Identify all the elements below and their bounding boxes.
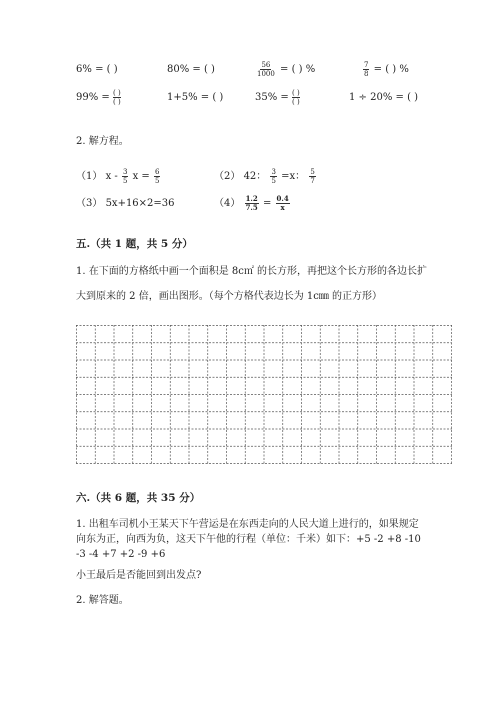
blank-80percent	[167, 60, 215, 79]
expr-text: 80%	[167, 64, 190, 75]
denominator: 5	[155, 177, 160, 185]
blank-7-over-8	[362, 60, 409, 79]
equation-text: x =	[132, 171, 150, 182]
denominator: 7.5	[245, 203, 258, 212]
equation-label: （3）	[76, 198, 103, 209]
section-5-title: 五.（共 1 题，共 5 分）	[76, 238, 193, 250]
equals: =	[101, 92, 110, 103]
expr-text: 1 ÷ 20%	[349, 92, 393, 103]
denominator: x	[280, 203, 285, 212]
numerator: 5	[310, 168, 315, 176]
equation-label: （4）	[214, 198, 241, 209]
numerator: 7	[364, 61, 369, 69]
fraction	[256, 61, 276, 78]
equation-label: （2）	[214, 171, 241, 182]
blank-1-plus-5percent	[167, 88, 223, 107]
denominator-blank[interactable]: ( )	[292, 98, 300, 106]
numerator: 3	[271, 168, 276, 176]
section-6-question-2: 2. 解答题。	[76, 595, 129, 606]
denominator: 8	[364, 70, 369, 78]
fraction	[154, 168, 160, 185]
answer-blank[interactable]: = ( )	[200, 92, 224, 103]
answer-blank[interactable]: = ( )	[395, 92, 419, 103]
equals: =	[262, 198, 272, 209]
blank-35percent	[255, 88, 300, 107]
fraction	[245, 195, 259, 212]
denominator: 5	[122, 177, 128, 185]
numerator-blank[interactable]: ( )	[113, 89, 121, 97]
expr-text: 35%	[255, 92, 278, 103]
equation-text: 42：	[243, 171, 267, 182]
equals: =	[280, 92, 289, 103]
expr-text: 99%	[76, 92, 99, 103]
expr-text: 1+5%	[167, 92, 198, 103]
answer-blank[interactable]: = ( )	[95, 64, 118, 75]
equation-text: 5x+16×2=36	[105, 198, 175, 209]
equation-3	[76, 194, 175, 213]
equation-2	[214, 167, 317, 186]
numerator: 56	[261, 61, 271, 69]
equation-4	[214, 194, 291, 213]
section-6-line-3: -3 -4 +7 +2 -9 +6	[76, 549, 166, 560]
section-6-line-2: 向东为正，向西为负，这天下午他的行程（单位：千米）如下：+5 -2 +8 -10	[76, 534, 421, 545]
equation-text: x -	[105, 171, 118, 182]
fraction	[270, 168, 276, 185]
fraction-blank[interactable]	[292, 89, 300, 106]
numerator: 1.2	[245, 194, 258, 203]
numerator: 0.4	[276, 194, 289, 203]
numerator: 3	[122, 168, 128, 176]
section-6-line-4: 小王最后是否能回到出发点?	[76, 570, 202, 581]
answer-blank[interactable]: = ( )	[192, 64, 215, 75]
section-5-line-2: 大到原来的 2 倍，画出图形。（每个方格代表边长为 1c㎜ 的正方形）	[76, 291, 383, 302]
denominator: 1000	[257, 70, 275, 78]
question-2-title: 2. 解方程。	[76, 136, 129, 147]
blank-99percent	[76, 88, 121, 107]
numerator: 6	[155, 168, 160, 176]
denominator-blank[interactable]: ( )	[113, 98, 121, 106]
equation-label: （1）	[76, 171, 103, 182]
denominator: 5	[271, 177, 276, 185]
answer-blank[interactable]: = ( ) %	[280, 64, 316, 75]
section-6-title: 六.（共 6 题，共 35 分）	[76, 492, 201, 504]
blank-1-div-20percent	[349, 88, 418, 107]
expr-text: 6%	[76, 64, 92, 75]
fraction	[122, 168, 128, 185]
grid-paper[interactable]	[76, 325, 452, 464]
numerator-blank[interactable]: ( )	[292, 89, 300, 97]
section-6-line-1: 1. 出租车司机小王某天下午营运是在东西走向的人民大道上进行的，如果规定	[76, 519, 419, 530]
section-5-line-1: 1. 在下面的方格纸中画一个面积是 8c㎡ 的长方形，再把这个长方形的各边长扩	[76, 266, 428, 277]
blank-56-over-1000	[255, 60, 315, 79]
blank-6percent	[76, 60, 118, 79]
answer-blank[interactable]: = ( ) %	[373, 64, 409, 75]
equation-text: =x：	[281, 171, 306, 182]
fraction	[276, 195, 290, 212]
fraction	[309, 168, 315, 185]
denominator: 7	[310, 177, 315, 185]
equation-1	[76, 167, 161, 186]
fraction-blank[interactable]	[113, 89, 121, 106]
fraction	[363, 61, 369, 78]
